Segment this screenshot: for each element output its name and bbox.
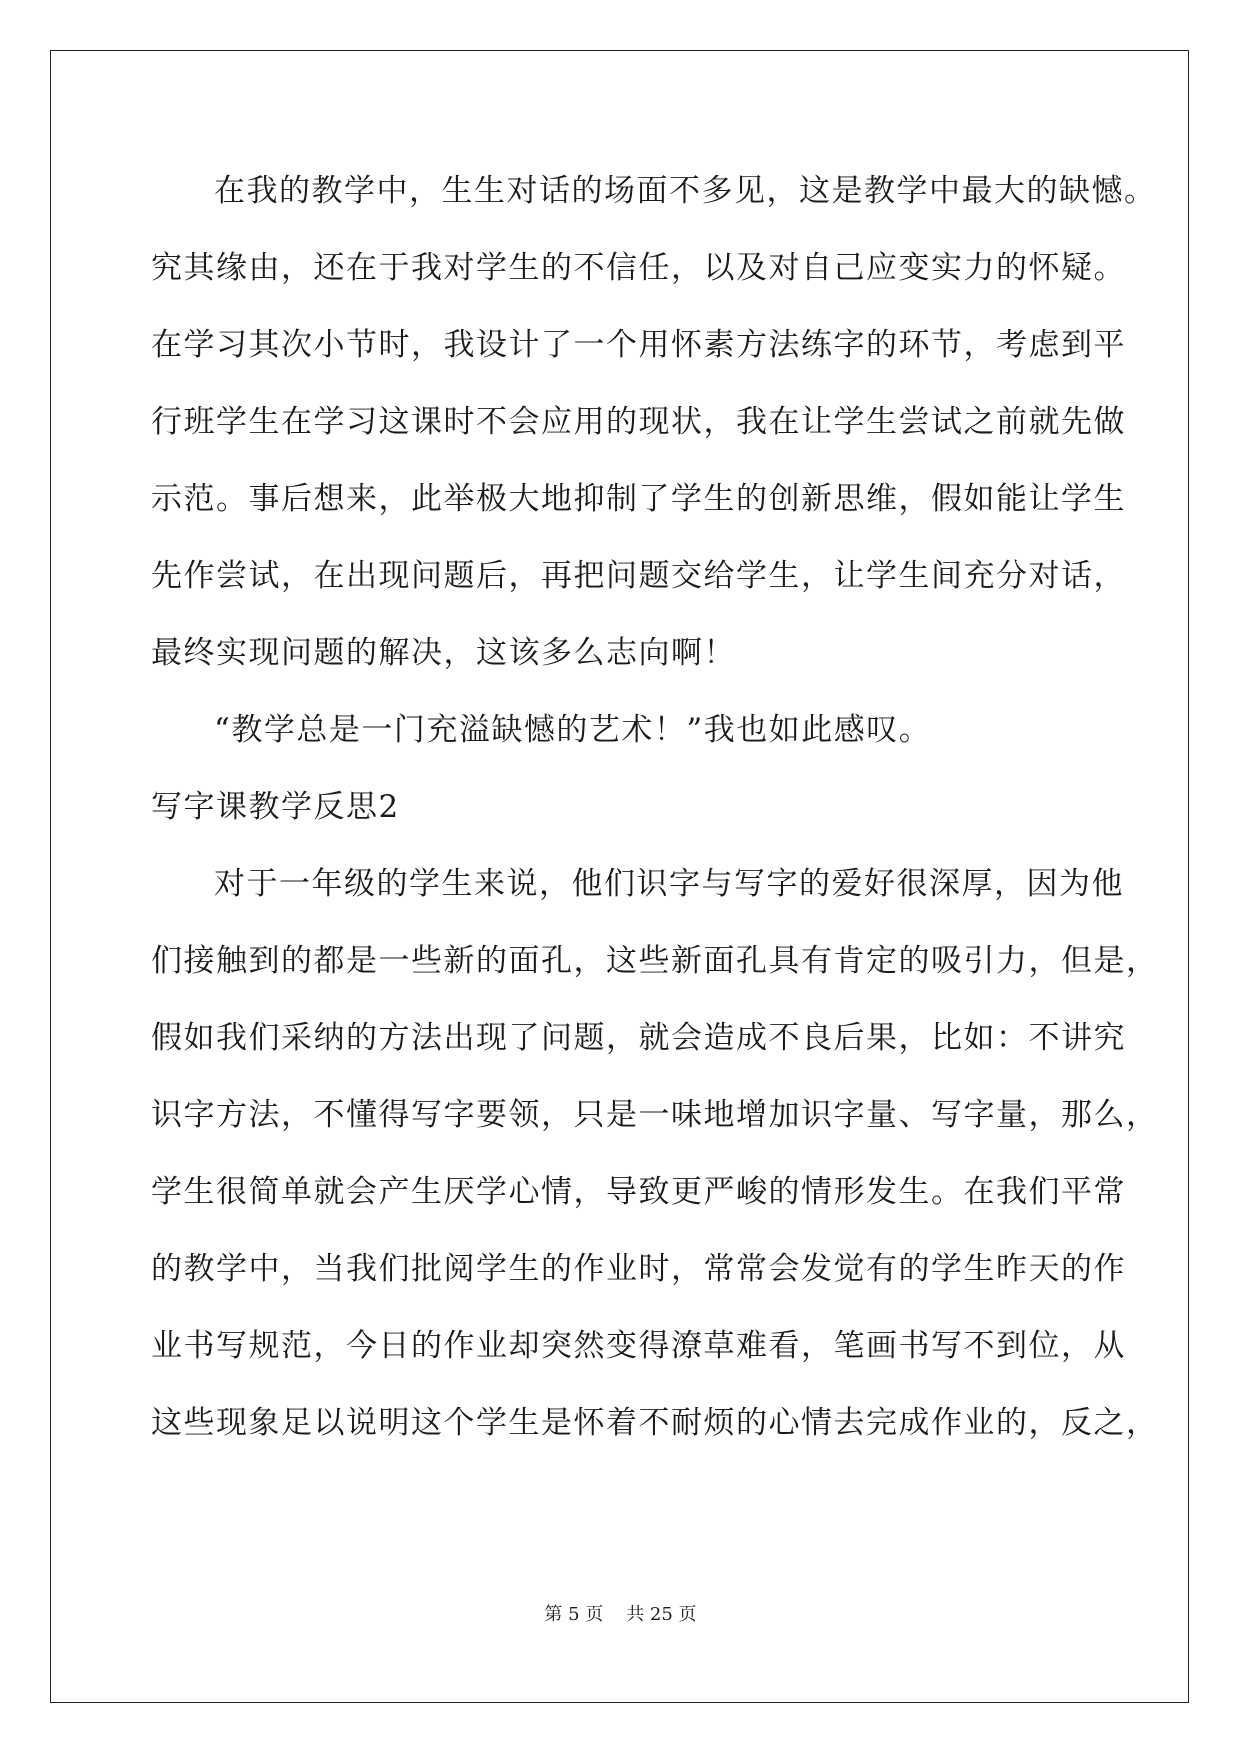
paragraph-line: 最终实现问题的解决，这该多么志向啊！ (151, 635, 736, 671)
paragraph-line: 这些现象足以说明这个学生是怀着不耐烦的心情去完成作业的，反之， (151, 1405, 1159, 1441)
paragraph-line: 先作尝试，在出现问题后，再把问题交给学生，让学生间充分对话， (151, 558, 1126, 594)
paragraph-line: 们接触到的都是一些新的面孔，这些新面孔具有肯定的吸引力，但是， (151, 943, 1159, 979)
document-body (151, 163, 1159, 1472)
quote-line: “教学总是一门充溢缺憾的艺术！”我也如此感叹。 (214, 712, 932, 748)
section-heading: 写字课教学反思2 (151, 789, 400, 825)
paragraph-line: 学生很简单就会产生厌学心情，导致更严峻的情形发生。在我们平常 (151, 1174, 1126, 1210)
page-number-footer: 第 5 页 共 25 页 (544, 1604, 697, 1625)
paragraph-line: 假如我们采纳的方法出现了问题，就会造成不良后果，比如：不讲究 (151, 1020, 1126, 1056)
paragraph-line: 示范。事后想来，此举极大地抑制了学生的创新思维，假如能让学生 (151, 481, 1126, 517)
paragraph-line: 在学习其次小节时，我设计了一个用怀素方法练字的环节，考虑到平 (151, 327, 1126, 363)
paragraph-line: 业书写规范，今日的作业却突然变得潦草难看，笔画书写不到位，从 (151, 1328, 1126, 1364)
paragraph-line: 行班学生在学习这课时不会应用的现状，我在让学生尝试之前就先做 (151, 404, 1126, 440)
paragraph-line: 在我的教学中，生生对话的场面不多见，这是教学中最大的缺憾。 (214, 173, 1157, 209)
paragraph-line: 的教学中，当我们批阅学生的作业时，常常会发觉有的学生昨天的作 (151, 1251, 1126, 1287)
paragraph-line: 识字方法，不懂得写字要领，只是一味地增加识字量、写字量，那么， (151, 1097, 1159, 1133)
paragraph-line: 对于一年级的学生来说，他们识字与写字的爱好很深厚，因为他 (214, 866, 1124, 902)
paragraph-line: 究其缘由，还在于我对学生的不信任，以及对自己应变实力的怀疑。 (151, 250, 1126, 286)
